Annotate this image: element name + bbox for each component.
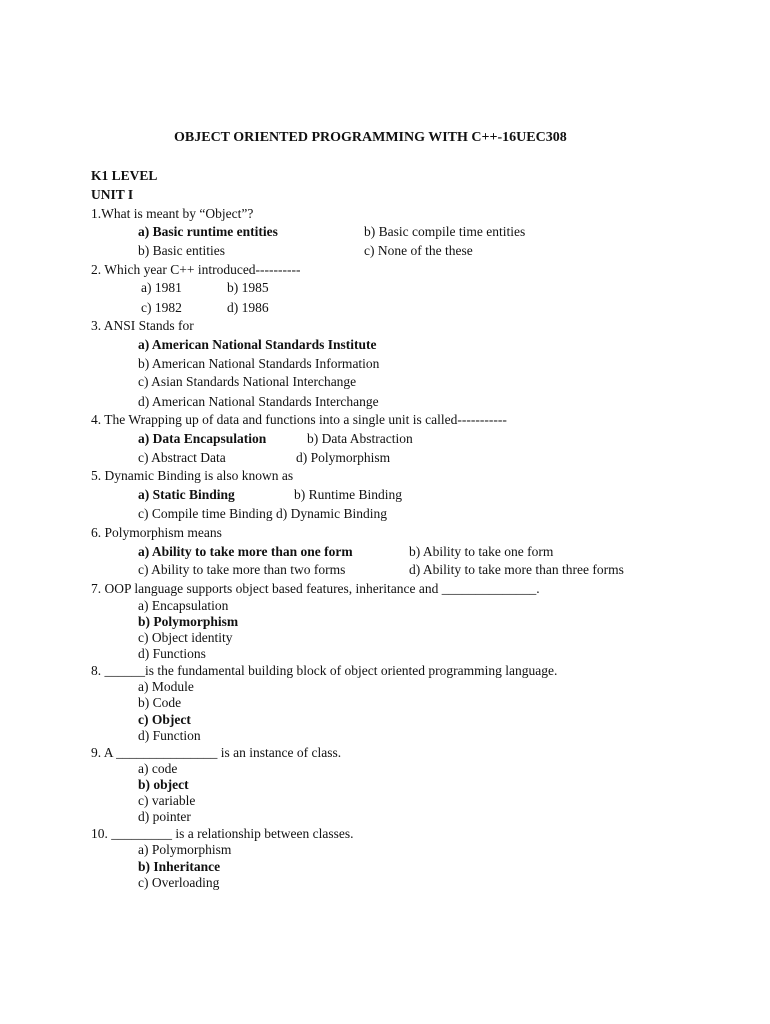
- unit-heading: UNIT I: [91, 187, 134, 202]
- q4-option-d: d) Polymorphism: [296, 450, 391, 465]
- level-heading: K1 LEVEL: [91, 168, 158, 183]
- question-9: 9. A _______________ is an instance of class.: [91, 745, 342, 760]
- q7-option-c: c) Object identity: [138, 630, 233, 645]
- question-4: 4. The Wrapping up of data and functions into a single unit is called-----------: [91, 412, 507, 427]
- q2-option-a: a) 1981: [141, 280, 182, 295]
- q5-option-a-answer: a) Static Binding: [138, 487, 235, 502]
- q4-option-c: c) Abstract Data: [138, 450, 226, 465]
- q2-option-d: d) 1986: [227, 300, 269, 315]
- q4-option-b: b) Data Abstraction: [307, 431, 413, 446]
- q1-option-d: c) None of the these: [364, 243, 473, 258]
- q3-option-c: c) Asian Standards National Interchange: [138, 374, 357, 389]
- q8-option-c-answer: c) Object: [138, 712, 191, 727]
- q1-option-b: b) Basic compile time entities: [364, 224, 526, 239]
- q3-option-a-answer: a) American National Standards Institute: [138, 337, 377, 352]
- q3-option-d: d) American National Standards Interchange: [138, 394, 379, 409]
- q8-option-d: d) Function: [138, 728, 201, 743]
- q5-option-cd: c) Compile time Binding d) Dynamic Binding: [138, 506, 387, 521]
- q5-option-b: b) Runtime Binding: [294, 487, 402, 502]
- q1-option-a-answer: a) Basic runtime entities: [138, 224, 278, 239]
- q8-option-b: b) Code: [138, 695, 182, 710]
- q2-option-c: c) 1982: [141, 300, 182, 315]
- question-6: 6. Polymorphism means: [91, 525, 222, 540]
- q7-option-d: d) Functions: [138, 646, 206, 661]
- q1-option-c: b) Basic entities: [138, 243, 225, 258]
- question-5: 5. Dynamic Binding is also known as: [91, 468, 294, 483]
- q9-option-d: d) pointer: [138, 809, 191, 824]
- q7-option-a: a) Encapsulation: [138, 598, 229, 613]
- document-title: OBJECT ORIENTED PROGRAMMING WITH C++-16UEC308: [174, 130, 567, 145]
- q6-option-a-answer: a) Ability to take more than one form: [138, 544, 353, 559]
- q9-option-b-answer: b) object: [138, 777, 189, 792]
- question-10: 10. _________ is a relationship between classes.: [91, 826, 354, 841]
- q6-option-c: c) Ability to take more than two forms: [138, 562, 346, 577]
- question-2: 2. Which year C++ introduced----------: [91, 262, 301, 277]
- question-7: 7. OOP language supports object based features, inheritance and ______________.: [91, 581, 540, 596]
- q7-option-b-answer: b) Polymorphism: [138, 614, 239, 629]
- q8-option-a: a) Module: [138, 679, 194, 694]
- q9-option-c: c) variable: [138, 793, 196, 808]
- q10-option-a: a) Polymorphism: [138, 842, 232, 857]
- q3-option-b: b) American National Standards Information: [138, 356, 380, 371]
- q10-option-b-answer: b) Inheritance: [138, 859, 221, 874]
- q9-option-a: a) code: [138, 761, 178, 776]
- question-8: 8. ______is the fundamental building block of object oriented programming language.: [91, 663, 558, 678]
- q10-option-c: c) Overloading: [138, 875, 220, 890]
- question-3: 3. ANSI Stands for: [91, 318, 194, 333]
- q4-option-a-answer: a) Data Encapsulation: [138, 431, 267, 446]
- q2-option-b: b) 1985: [227, 280, 269, 295]
- q6-option-d: d) Ability to take more than three forms: [409, 562, 624, 577]
- question-1: 1.What is meant by “Object”?: [91, 206, 254, 221]
- q6-option-b: b) Ability to take one form: [409, 544, 554, 559]
